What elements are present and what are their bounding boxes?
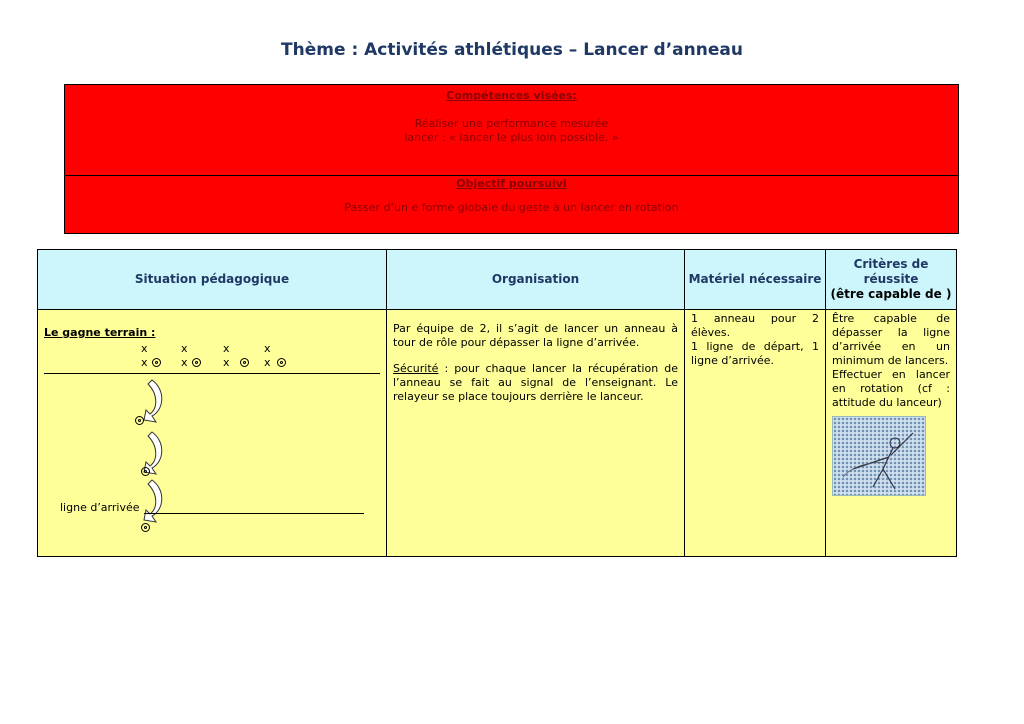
ring-icon: [192, 358, 201, 367]
criteres-line-2: Effectuer en lancer en rotation (cf : attitude du lanceur): [832, 368, 950, 409]
cell-situation: [38, 310, 387, 557]
field-diagram: [44, 326, 380, 536]
thrower-figure-icon: [833, 417, 925, 495]
table-row: [38, 310, 957, 557]
player-mark: x: [181, 356, 188, 369]
competences-heading: Compétences visées:: [446, 89, 577, 102]
organisation-text-1: Par équipe de 2, il s’agit de lancer un anneau à tour de rôle pour dépasser la ligne d’arrivée.: [393, 322, 678, 349]
situation-label: Le gagne terrain :: [44, 326, 156, 339]
ring-icon: [141, 467, 150, 476]
page-title: Thème : Activités athlétiques – Lancer d’anneau: [281, 40, 743, 60]
ring-icon: [277, 358, 286, 367]
competences-line-2: lancer : « lancer le plus loin possible. »: [404, 131, 619, 144]
materiel-line-2: 1 ligne de départ, 1 ligne d’arrivée.: [691, 340, 819, 367]
player-mark: x: [264, 342, 271, 355]
competences-line-1: Réaliser une performance mesurée: [414, 117, 609, 130]
ring-icon: [152, 358, 161, 367]
player-mark: x: [181, 342, 188, 355]
table-header-row: [38, 250, 957, 310]
competences-section: [65, 89, 958, 176]
ring-icon: [240, 358, 249, 367]
player-mark: x: [223, 356, 230, 369]
cell-criteres: [826, 310, 957, 557]
cell-materiel: [685, 310, 826, 557]
player-mark: x: [223, 342, 230, 355]
ring-icon: [135, 416, 144, 425]
start-line: [44, 373, 380, 374]
header-criteres: [826, 250, 957, 310]
criteres-line-1: Être capable de dépasser la ligne d’arrivée en un minimum de lancers.: [832, 312, 950, 367]
objectives-box: [64, 84, 959, 234]
ring-icon: [141, 523, 150, 532]
thrower-illustration: [832, 416, 926, 496]
player-mark: x: [141, 342, 148, 355]
materiel-line-1: 1 anneau pour 2 élèves.: [691, 312, 819, 339]
objectif-section: [65, 177, 958, 215]
objectif-heading: Objectif poursuivi: [456, 177, 567, 190]
header-organisation: Organisation: [387, 250, 685, 310]
safety-label: Sécurité: [393, 362, 439, 375]
organisation-text-2: : pour chaque lancer la récupération de l’anneau se fait au signal de l’enseignant. Le relayeur se place toujours derrière le lanceur.: [393, 362, 678, 403]
lesson-table: [37, 249, 957, 557]
cell-organisation: [387, 310, 685, 557]
player-mark: x: [141, 356, 148, 369]
player-mark: x: [264, 356, 271, 369]
header-materiel: Matériel nécessaire: [685, 250, 826, 310]
header-criteres-line-2: (être capable de ): [830, 287, 952, 301]
finish-line: [144, 513, 364, 514]
objectif-text: Passer d’un e forme globale du geste à un lancer en rotation: [344, 201, 679, 214]
finish-line-label: ligne d’arrivée: [60, 501, 140, 514]
header-criteres-line-1: Critères de réussite: [853, 257, 929, 286]
header-situation: Situation pédagogique: [38, 250, 387, 310]
organisation-safety: [393, 362, 678, 404]
